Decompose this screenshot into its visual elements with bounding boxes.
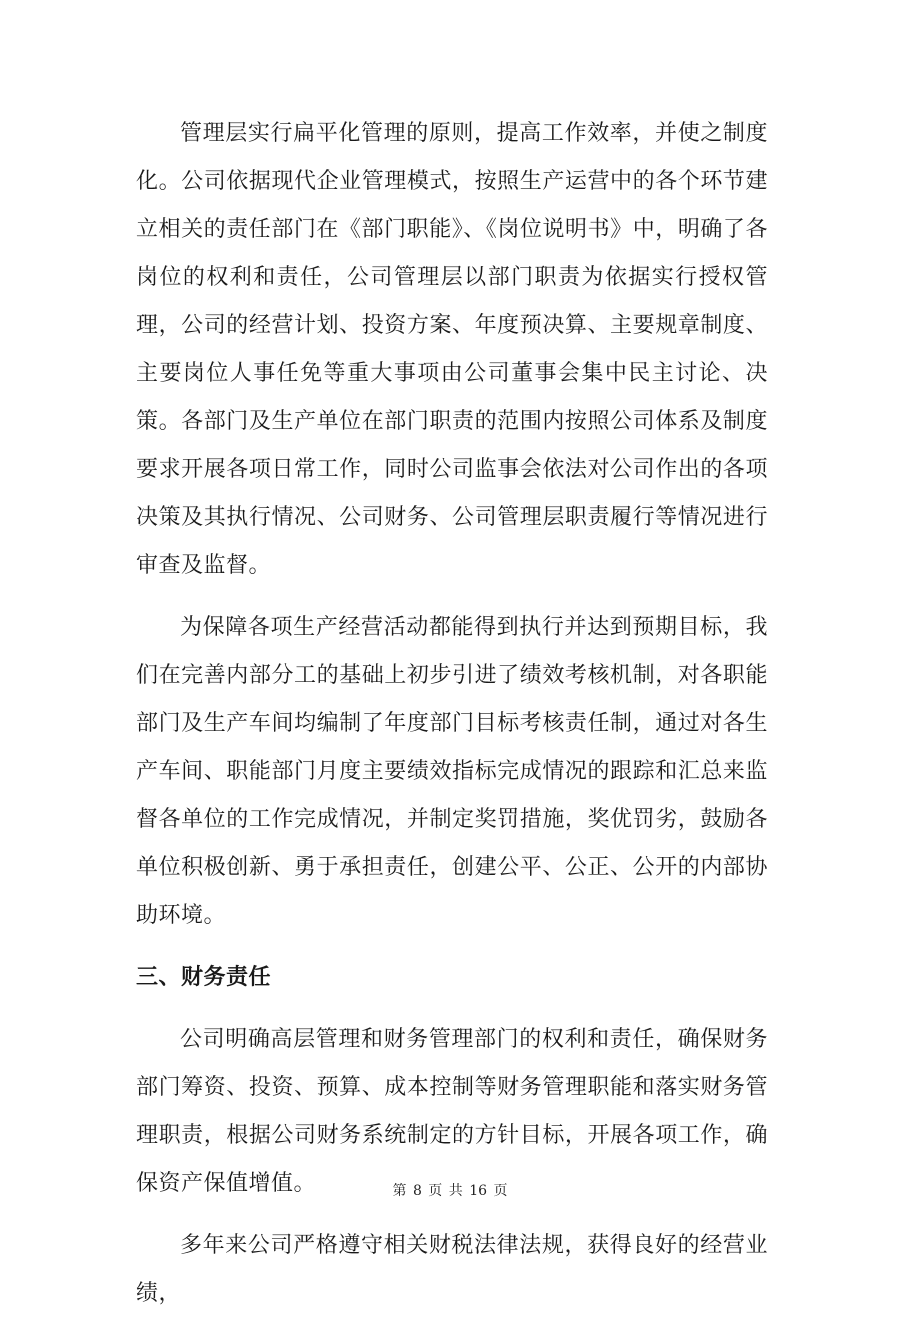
document-body (136, 110, 768, 1318)
paragraph-gap (136, 590, 768, 604)
paragraph-gap (136, 940, 768, 954)
section-heading-financial-responsibility: 三、财务责任 (136, 965, 272, 990)
page-number-footer: 第 8 页 共 16 页 (392, 1183, 508, 1199)
paragraph-gap (136, 1208, 768, 1222)
paragraph-compliance: 多年来公司严格遵守相关财税法律法规，获得良好的经营业绩， (136, 1233, 768, 1306)
paragraph-management-structure: 管理层实行扁平化管理的原则，提高工作效率，并使之制度化。公司依据现代企业管理模式，按照生产运营中的各个环节建立相关的责任部门在《部门职能》、《岗位说明书》中，明确了各岗位的权利和责任，公司管理层以部门职责为依据实行授权管理，公司的经营计划、投资方案、年度预决算、主要规章制度、主要岗位人事任免等重大事项由公司董事会集中民主讨论、决策。各部门及生产单位在部门职责的范围内按照公司体系及制度要求开展各项日常工作，同时公司监事会依法对公司作出的各项决策及其执行情况、公司财务、公司管理层职责履行等情况进行审查及监督。 (136, 121, 768, 578)
paragraph-financial-roles: 公司明确高层管理和财务管理部门的权利和责任，确保财务部门筹资、投资、预算、成本控制等财务管理职能和落实财务管理职责，根据公司财务系统制定的方针目标，开展各项工作，确保资产保值增值。 (136, 1027, 768, 1196)
paragraph-gap (136, 1002, 768, 1016)
paragraph-performance-assessment: 为保障各项生产经营活动都能得到执行并达到预期目标，我们在完善内部分工的基础上初步引进了绩效考核机制，对各职能部门及生产车间均编制了年度部门目标考核责任制，通过对各生产车间、职能部门月度主要绩效指标完成情况的跟踪和汇总来监督各单位的工作完成情况，并制定奖罚措施，奖优罚劣，鼓励各单位积极创新、勇于承担责任，创建公平、公正、公开的内部协助环境。 (136, 615, 768, 928)
